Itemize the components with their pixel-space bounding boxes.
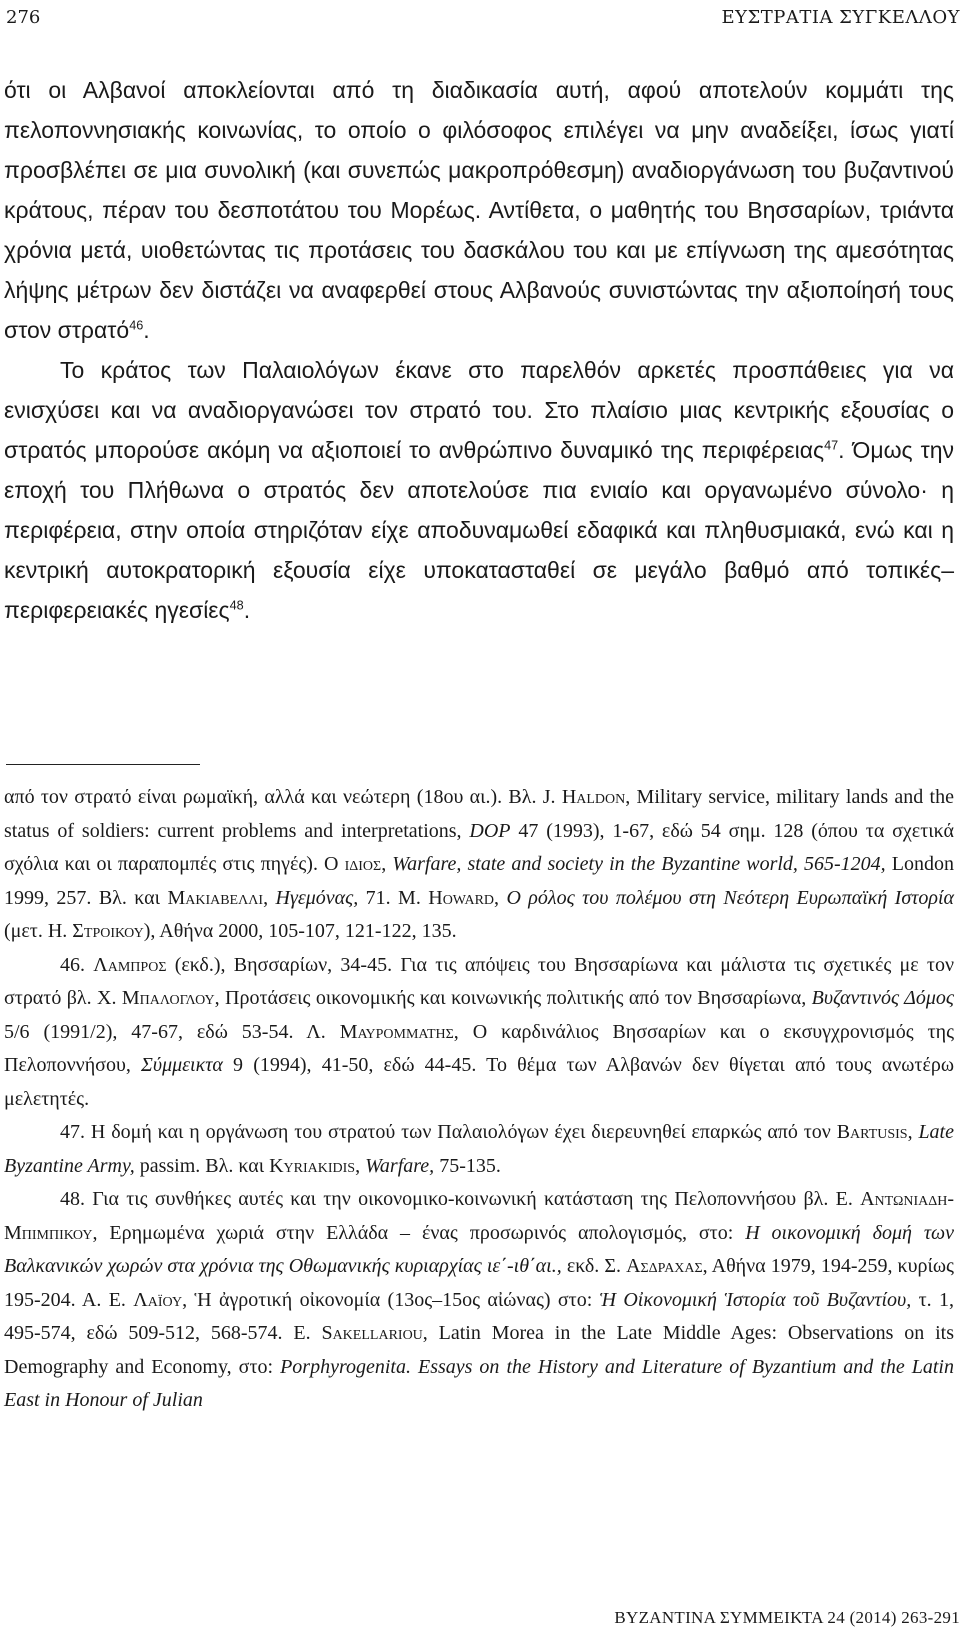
fn-text: 75-135. (434, 1154, 501, 1177)
paragraph-text: ότι οι Αλβανοί αποκλείονται από τη διαδικασία αυτή, αφού αποτελούν κομμάτι της πελοποννησιακής κοινωνίας, το οποίο ο φιλόσοφος επιλέγει να μην αναδείξει, ίσως γιατί προσβλέπει σε μια συνολική (και συνεπώς μακροπρόθεσμη) αναδιοργάνωση του βυζαντινού κράτους, πέραν του δεσποτάτου του Μορέως. Αντίθετα, ο μαθητής του Βησσαρίων, τριάντα χρόνια μετά, υιοθετώντας τις προτάσεις του δασκάλου του και με επίγνωση της αμεσότητας λήψης μέτρων δεν διστάζει να αναφερθεί στους Αλβανούς συνιστώντας την αξιοποίησή τους στον στρατό (4, 77, 954, 343)
fn-text: , (494, 886, 507, 909)
footnote-number: 48. (60, 1188, 93, 1210)
book-title: Η οικονομική δομή των Βαλκανικών χωρών στα χρόνια της Οθωμανικής κυριαρχίας ιε΄-ιθ΄αι., (4, 1221, 954, 1277)
fn-text: 9 (1994), 41-50, εδώ 44-45. Το θέμα των Αλβανών δεν θίγεται από τους ανωτέρω μελετητές. (4, 1054, 954, 1110)
author-name: Λαϊου (133, 1288, 183, 1311)
journal-footer: ΒΥΖΑΝΤΙΝΑ ΣΥΜΜΕΙΚΤΑ 24 (2014) 263-291 (614, 1608, 960, 1627)
author-name: Μπαλογλου (121, 987, 215, 1009)
paragraph-text: . Όμως την εποχή του Πλήθωνα ο στρατός δεν αποτελούσε πια ενιαίο και οργανωμένο σύνολο· η περιφέρεια, στην οποία στηριζόταν είχε αποδυναμωθεί εδαφικά και πληθυσμιακά, ενώ και η κεντρική αυτοκρατορική εξουσία είχε υποκατασταθεί σε μεγάλο βαθμό από τοπικές–περιφερειακές ηγεσίες (4, 437, 955, 623)
fn-text: , (381, 853, 393, 875)
book-title: Warfare, (365, 1154, 435, 1177)
fn-text: , (355, 1154, 366, 1177)
fn-text: , Latin Morea in the Late Middle Ages: Observations on its Demography and Economy, στο: (4, 1322, 955, 1378)
author-name: ιδιος (344, 853, 382, 875)
footnote-ref-48[interactable]: 48 (229, 598, 244, 613)
paragraph-end: . (243, 597, 251, 623)
author-name: Μαυρομματης (339, 1020, 454, 1043)
book-title: Late Byzantine Army, (4, 1121, 954, 1177)
fn-text: από τον στρατό είναι ρωμαϊκή, αλλά και νεώτερη (18ου αι.). Βλ. J. (4, 786, 562, 808)
footnote-continued (4, 781, 954, 949)
book-title: Warfare, state and society in the Byzantine world, 565-1204, (392, 853, 886, 875)
fn-text: Για τις συνθήκες αυτές και την οικονομικο-κοινωνική κατάσταση της Πελοποννήσου βλ. Ε. (92, 1188, 861, 1210)
fn-text: , Ο καρδινάλιος Βησσαρίων και ο εκσυγχρονισμός της Πελοποννήσου, (4, 1020, 955, 1076)
author-name: Ασδραχας (626, 1255, 703, 1277)
fn-text: , Ερημωμένα χωριά στην Ελλάδα – ένας προσωρινός απολογισμός, στο: (92, 1221, 746, 1244)
book-title: Ο ρόλος του πολέμου στη Νεότερη Ευρωπαϊκή Ιστορία (506, 886, 955, 909)
paragraph-text: Το κράτος των Παλαιολόγων έκανε στο παρελθόν αρκετές προσπάθειες για να ενισχύσει και να αναδιοργανώσει τον στρατό του. Στο πλαίσιο μιας κεντρικής εξουσίας ο στρατός μπορούσε ακόμη να αξιοποιεί το ανθρώπινο δυναμικό της περιφέρειας (4, 357, 954, 463)
author-name: Λαμπρος (93, 953, 167, 976)
author-name: Μακιαβελλι (167, 886, 264, 909)
fn-text: Η δομή και η οργάνωση του στρατού των Παλαιολόγων έχει διερευνηθεί επαρκώς από τον (90, 1121, 837, 1143)
paragraph-2 (4, 350, 954, 630)
journal-title: Σύμμεικτα (141, 1054, 223, 1076)
author-name: Bartusis (836, 1121, 908, 1143)
page-number: 276 (6, 7, 41, 28)
fn-text: , Military service, military lands and the status of soldiers: current problems and interpretations, (4, 786, 954, 842)
paragraph-end: . (143, 317, 150, 343)
author-name: Howard (428, 886, 495, 909)
fn-text: , Αθήνα 1979, 194-259, κυρίως 195-204. Α. Ε. (4, 1255, 954, 1311)
footnote-number: 46. (60, 953, 94, 976)
fn-text: (εκδ.), Βησσαρίων, 34-45. Για τις απόψεις του Βησσαρίωνα και μάλιστα τις σχετικές με τον στρατό βλ. Χ. (4, 953, 954, 1009)
fn-text: 47 (1993), 1-67, εδώ 54 σημ. 128 (όπου τα σχετικά σχόλια και οι παραπομπές στις πηγές). Ο (4, 819, 955, 875)
book-title: Porphyrogenita. Essays on the History and Literature of Byzantium and the Latin East in Honour of Julian (4, 1355, 954, 1411)
fn-text: , Προτάσεις οικονομικής και κοινωνικής πολιτικής από τον Βησσαρίωνα, (214, 987, 812, 1009)
fn-text: 5/6 (1991/2), 47-67, εδώ 53-54. Λ. (4, 1020, 340, 1043)
author-name: Sakellariou (321, 1322, 423, 1344)
fn-text: , (907, 1121, 919, 1143)
fn-text: passim. Βλ. και (134, 1154, 270, 1177)
fn-text: , (263, 886, 276, 909)
author-name: Kyriakidis (269, 1154, 356, 1177)
fn-text: 71. M. (358, 886, 429, 909)
fn-text: τ. 1, 495-574, εδώ 509-512, 568-574. E. (4, 1288, 954, 1344)
footnotes (4, 781, 954, 1418)
main-text (4, 70, 954, 630)
fn-text: (μετ. Η. (4, 920, 73, 942)
footnote-46 (4, 949, 954, 1117)
journal-title: DOP (469, 819, 511, 842)
author-name: Στροικου (72, 920, 144, 942)
paragraph-1 (4, 70, 954, 350)
footnote-ref-46[interactable]: 46 (129, 318, 144, 333)
footnote-47 (4, 1116, 954, 1183)
fn-text: ), Αθήνα 2000, 105-107, 121-122, 135. (143, 920, 457, 942)
fn-text: , Ἡ ἀγροτική οἰκονομία (13ος–15ος αἰώνας) στο: (182, 1288, 600, 1311)
fn-text: εκδ. Σ. (561, 1255, 627, 1277)
journal-title: Βυζαντινός Δόμος (811, 987, 955, 1009)
footnote-number: 47. (60, 1121, 91, 1143)
book-title: Ἡ Οἰκονομική Ἱστορία τοῦ Βυζαντίου, (599, 1288, 912, 1311)
author-name: Αντωνιαδη-Μπιμπικου (4, 1188, 955, 1244)
footnote-ref-47[interactable]: 47 (824, 438, 839, 453)
fn-text: London 1999, 257. Βλ. και (4, 853, 955, 909)
book-title: Ηγεμόνας, (275, 886, 359, 909)
running-head-author: ΕΥΣΤΡΑΤΙΑ ΣΥΓΚΕΛΛΟΥ (721, 7, 960, 28)
footnote-48 (4, 1183, 954, 1418)
running-head (6, 6, 960, 30)
footnote-separator (6, 764, 200, 765)
author-name: Haldon (561, 786, 626, 808)
